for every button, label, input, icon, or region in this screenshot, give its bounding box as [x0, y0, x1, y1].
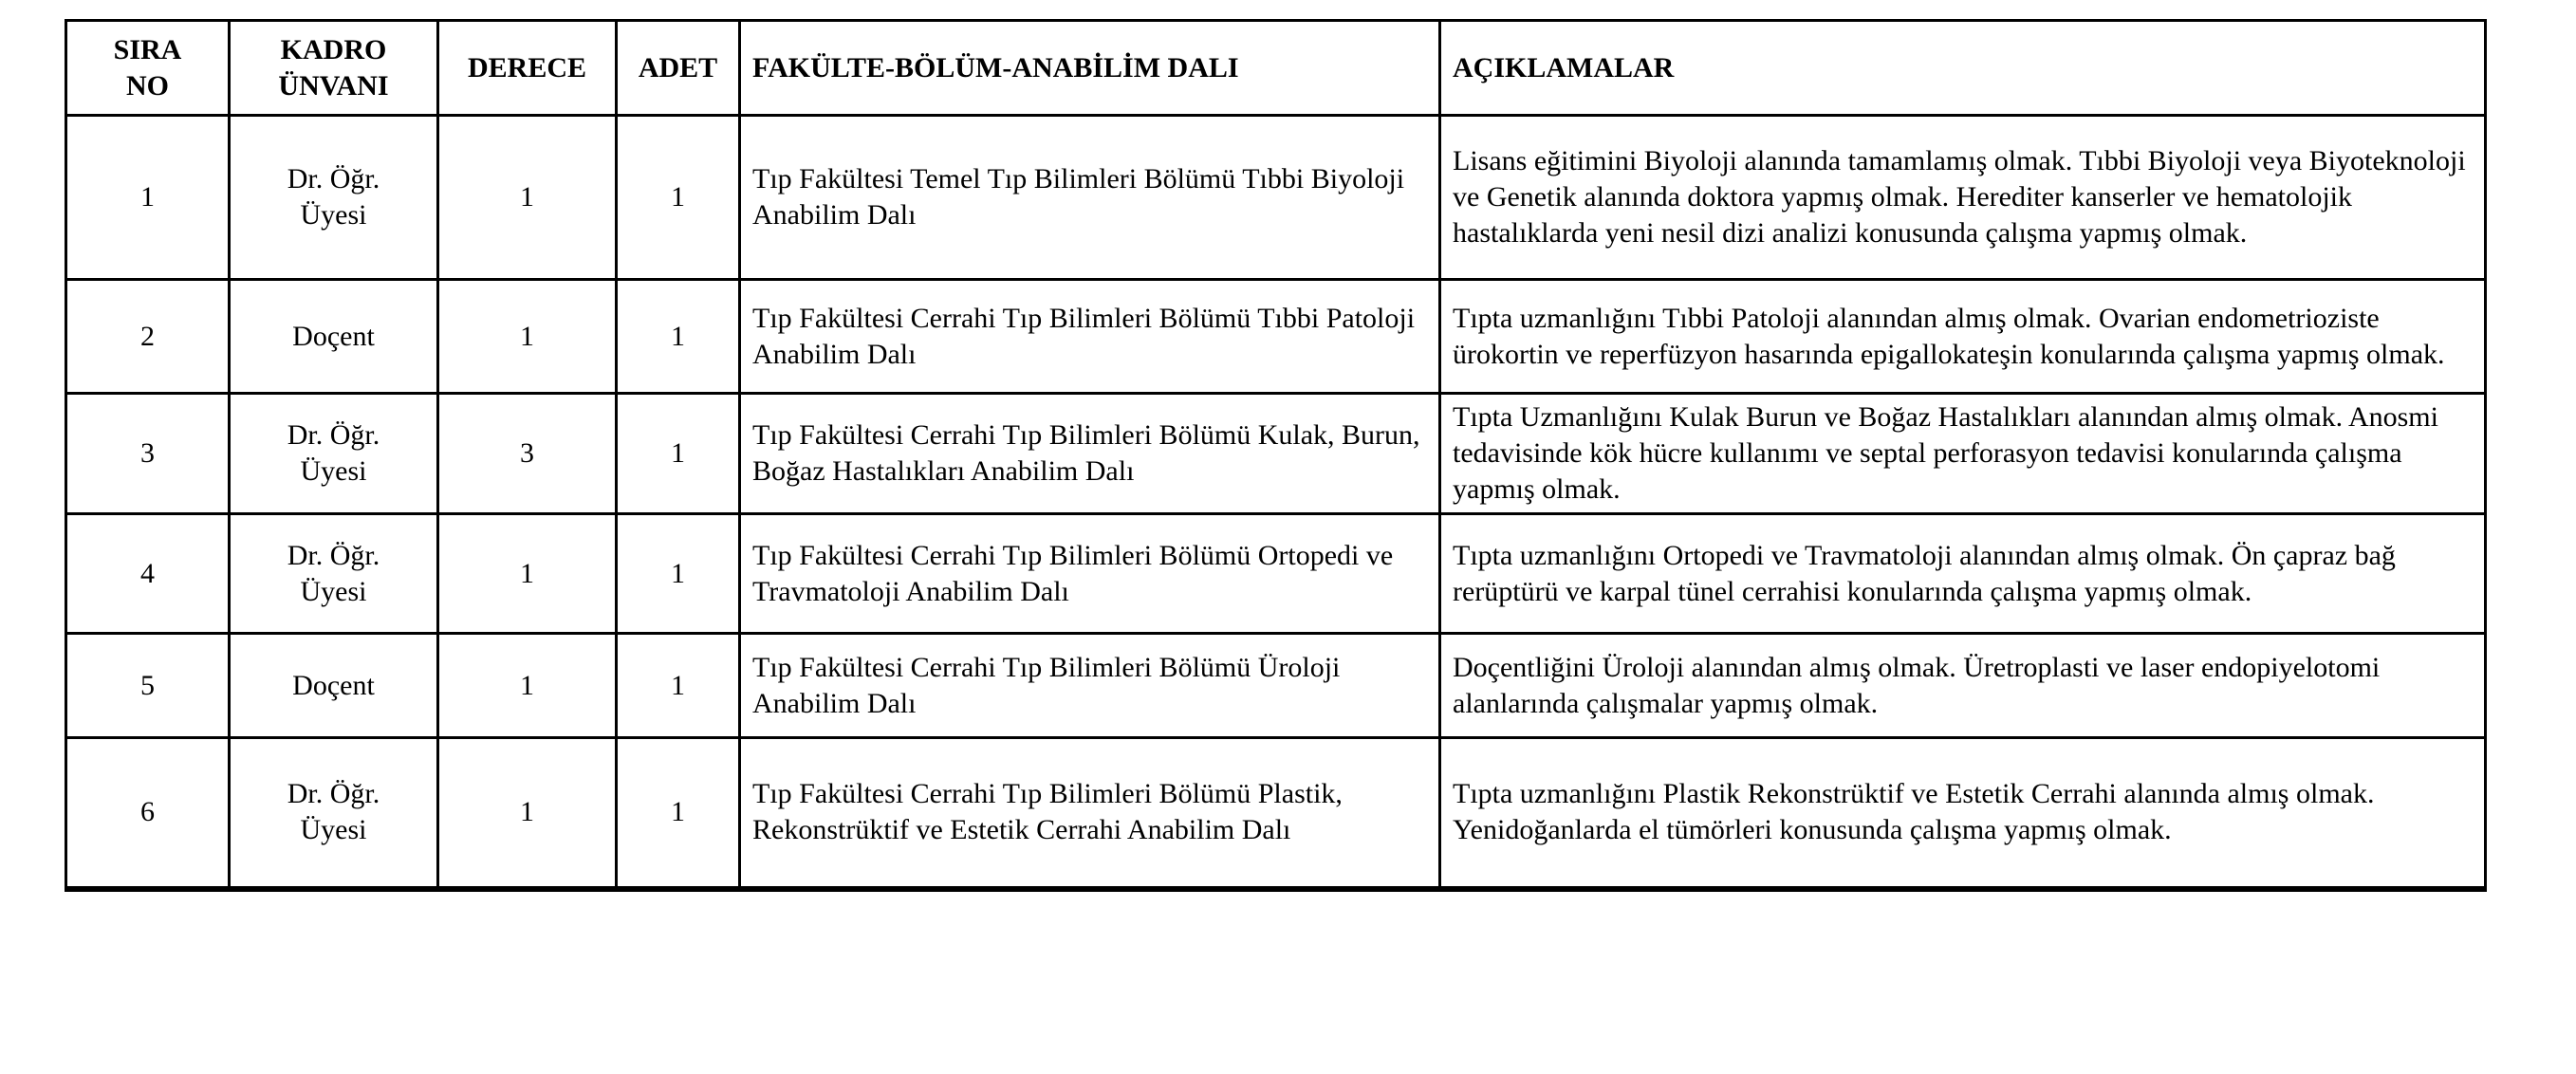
cell-aciklama: Tıpta uzmanlığını Ortopedi ve Travmatoloji alanından almış olmak. Ön çapraz bağ rerüptürü ve karpal tünel cerrahisi konularında çalışma yapmış olmak.: [1440, 514, 2486, 634]
cell-fakulte: Tıp Fakültesi Temel Tıp Bilimleri Bölümü Tıbbi Biyoloji Anabilim Dalı: [740, 116, 1440, 280]
cell-sira-no: 4: [66, 514, 230, 634]
cell-kadro-unvani: [230, 394, 438, 514]
cell-adet: 1: [617, 116, 740, 280]
cell-fakulte: Tıp Fakültesi Cerrahi Tıp Bilimleri Bölümü Üroloji Anabilim Dalı: [740, 634, 1440, 738]
cell-kadro-unvani: [230, 634, 438, 738]
cell-derece: 1: [438, 280, 617, 394]
table-row: [66, 738, 2486, 889]
cell-derece: 1: [438, 738, 617, 889]
table-header-row: [66, 21, 2486, 116]
kadro-unvani-text: Doçent: [292, 320, 375, 352]
cell-derece: 1: [438, 514, 617, 634]
cell-sira-no: 6: [66, 738, 230, 889]
table-row: [66, 116, 2486, 280]
kadro-unvani-text: Dr. Öğr. Üyesi: [287, 163, 380, 231]
cell-adet: 1: [617, 738, 740, 889]
positions-table: [65, 19, 2487, 892]
kadro-unvani-text: Dr. Öğr. Üyesi: [287, 419, 380, 487]
table-row: [66, 634, 2486, 738]
header-aciklamalar-label: AÇIKLAMALAR: [1453, 51, 1675, 83]
cell-aciklama: Tıpta uzmanlığını Plastik Rekonstrüktif ve Estetik Cerrahi alanında almış olmak. Yenidoğanlarda el tümörleri konusunda çalışma yapmış olmak.: [1440, 738, 2486, 889]
cell-adet: 1: [617, 394, 740, 514]
cell-sira-no: 1: [66, 116, 230, 280]
cell-fakulte: Tıp Fakültesi Cerrahi Tıp Bilimleri Bölümü Tıbbi Patoloji Anabilim Dalı: [740, 280, 1440, 394]
cell-adet: 1: [617, 280, 740, 394]
cell-sira-no: 3: [66, 394, 230, 514]
kadro-unvani-text: Dr. Öğr. Üyesi: [287, 539, 380, 607]
cell-derece: 1: [438, 634, 617, 738]
cell-kadro-unvani: [230, 116, 438, 280]
header-fakulte: [740, 21, 1440, 116]
cell-adet: 1: [617, 514, 740, 634]
header-adet-label: ADET: [638, 51, 718, 83]
cell-aciklama: Tıpta uzmanlığını Tıbbi Patoloji alanından almış olmak. Ovarian endometrioziste ürokortin ve reperfüzyon hasarında epigallokateşin konularında çalışma yapmış olmak.: [1440, 280, 2486, 394]
cell-kadro-unvani: [230, 514, 438, 634]
cell-fakulte: Tıp Fakültesi Cerrahi Tıp Bilimleri Bölümü Kulak, Burun, Boğaz Hastalıkları Anabilim Dalı: [740, 394, 1440, 514]
header-kadro-unvani: [230, 21, 438, 116]
cell-aciklama: Tıpta Uzmanlığını Kulak Burun ve Boğaz Hastalıkları alanından almış olmak. Anosmi tedavisinde kök hücre kullanımı ve septal perforasyon tedavisi konularında çalışma yapmış olmak.: [1440, 394, 2486, 514]
cell-sira-no: 2: [66, 280, 230, 394]
header-sira-no: [66, 21, 230, 116]
header-derece: [438, 21, 617, 116]
table-row: [66, 514, 2486, 634]
cell-fakulte: Tıp Fakültesi Cerrahi Tıp Bilimleri Bölümü Ortopedi ve Travmatoloji Anabilim Dalı: [740, 514, 1440, 634]
kadro-unvani-text: Doçent: [292, 669, 375, 701]
cell-derece: 3: [438, 394, 617, 514]
table-row: [66, 280, 2486, 394]
header-aciklamalar: [1440, 21, 2486, 116]
cell-sira-no: 5: [66, 634, 230, 738]
header-fakulte-label: FAKÜLTE-BÖLÜM-ANABİLİM DALI: [752, 51, 1239, 83]
header-sira-no-label: SIRA NO: [113, 33, 182, 102]
cell-kadro-unvani: [230, 738, 438, 889]
header-kadro-unvani-label: KADRO ÜNVANI: [278, 33, 389, 102]
header-derece-label: DERECE: [467, 51, 587, 83]
table-row: [66, 394, 2486, 514]
cell-adet: 1: [617, 634, 740, 738]
cell-kadro-unvani: [230, 280, 438, 394]
kadro-unvani-text: Dr. Öğr. Üyesi: [287, 778, 380, 846]
cell-derece: 1: [438, 116, 617, 280]
header-adet: [617, 21, 740, 116]
cell-aciklama: Doçentliğini Üroloji alanından almış olmak. Üretroplasti ve laser endopiyelotomi alanlarında çalışmalar yapmış olmak.: [1440, 634, 2486, 738]
cell-aciklama: Lisans eğitimini Biyoloji alanında tamamlamış olmak. Tıbbi Biyoloji veya Biyoteknoloji ve Genetik alanında doktora yapmış olmak. Herediter kanserler ve hematolojik hastalıklarda yeni nesil dizi analizi konusunda çalışma yapmış olmak.: [1440, 116, 2486, 280]
cell-fakulte: Tıp Fakültesi Cerrahi Tıp Bilimleri Bölümü Plastik, Rekonstrüktif ve Estetik Cerrahi Anabilim Dalı: [740, 738, 1440, 889]
